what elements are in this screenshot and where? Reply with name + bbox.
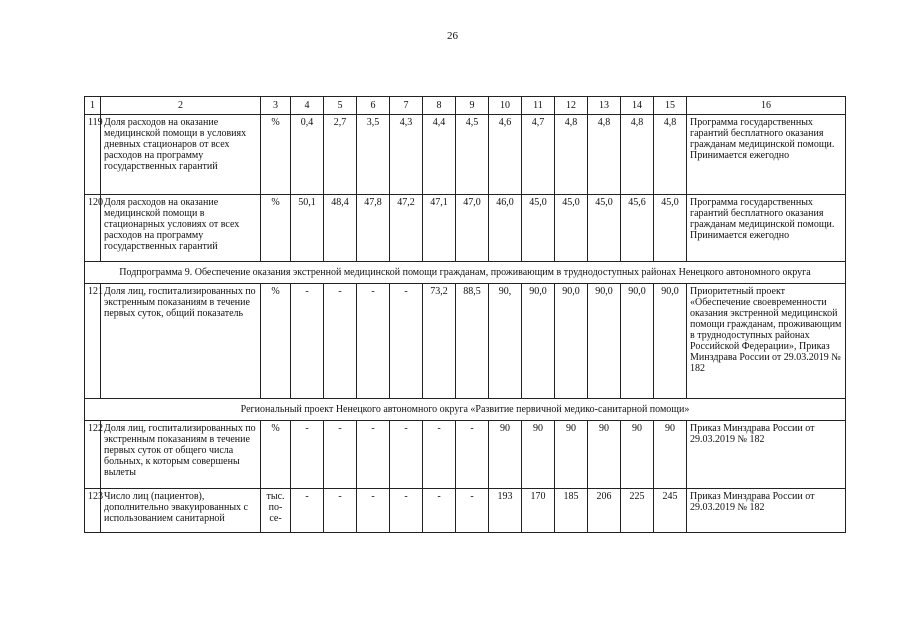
value-cell: 3,5 <box>357 115 390 195</box>
value-cell: 4,4 <box>423 115 456 195</box>
column-header: 10 <box>489 97 522 115</box>
value-cell: 0,4 <box>291 115 324 195</box>
column-header: 12 <box>555 97 588 115</box>
column-header: 4 <box>291 97 324 115</box>
row-number: 121 <box>85 284 101 399</box>
value-cell: 88,5 <box>456 284 489 399</box>
unit-cell: % <box>261 421 291 489</box>
indicator-name: Доля лиц, госпитализированных по экстренным показаниям в течение первых суток, общий показатель <box>101 284 261 399</box>
value-cell: - <box>291 421 324 489</box>
value-cell: 47,2 <box>390 195 423 262</box>
value-cell: 90,0 <box>555 284 588 399</box>
section-row <box>85 262 846 284</box>
value-cell: 90 <box>489 421 522 489</box>
column-header: 16 <box>687 97 846 115</box>
column-header: 8 <box>423 97 456 115</box>
row-number: 122 <box>85 421 101 489</box>
value-cell: 90,0 <box>654 284 687 399</box>
value-cell: 45,0 <box>654 195 687 262</box>
row-number: 123 <box>85 489 101 533</box>
value-cell: 90,0 <box>588 284 621 399</box>
value-cell: 90 <box>522 421 555 489</box>
value-cell: 90 <box>621 421 654 489</box>
value-cell: - <box>324 489 357 533</box>
source-note: Приоритетный проект «Обеспечение своевременности оказания экстренной медицинской помощи гражданам, проживающим в труднодоступных районах Российской Федерации», Приказ Минздрава России от 29.03.2019 № 182 <box>687 284 846 399</box>
section-title: Подпрограмма 9. Обеспечение оказания экстренной медицинской помощи гражданам, проживающим в труднодоступных районах Ненецкого автономного округа <box>85 262 846 284</box>
value-cell: - <box>423 489 456 533</box>
value-cell: 4,8 <box>588 115 621 195</box>
value-cell: 45,6 <box>621 195 654 262</box>
value-cell: 4,5 <box>456 115 489 195</box>
indicators-table <box>84 96 846 533</box>
value-cell: - <box>357 421 390 489</box>
table-row <box>85 115 846 195</box>
value-cell: 4,3 <box>390 115 423 195</box>
section-row <box>85 399 846 421</box>
table-row <box>85 489 846 533</box>
indicator-name: Доля расходов на оказание медицинской помощи в стационарных условиях от всех расходов на программу государственных гарантий <box>101 195 261 262</box>
value-cell: - <box>291 284 324 399</box>
value-cell: 90 <box>555 421 588 489</box>
value-cell: 4,8 <box>654 115 687 195</box>
source-note: Приказ Минздрава России от 29.03.2019 № 182 <box>687 489 846 533</box>
value-cell: 206 <box>588 489 621 533</box>
value-cell: - <box>357 284 390 399</box>
value-cell: 50,1 <box>291 195 324 262</box>
value-cell: 47,0 <box>456 195 489 262</box>
value-cell: 48,4 <box>324 195 357 262</box>
value-cell: 73,2 <box>423 284 456 399</box>
table-row <box>85 421 846 489</box>
value-cell: - <box>324 284 357 399</box>
value-cell: - <box>324 421 357 489</box>
column-header: 7 <box>390 97 423 115</box>
column-header: 9 <box>456 97 489 115</box>
value-cell: 4,8 <box>621 115 654 195</box>
value-cell: - <box>390 284 423 399</box>
table-row <box>85 284 846 399</box>
column-header: 13 <box>588 97 621 115</box>
value-cell: 90 <box>588 421 621 489</box>
unit-cell: % <box>261 284 291 399</box>
column-header: 6 <box>357 97 390 115</box>
value-cell: 90, <box>489 284 522 399</box>
value-cell: 4,6 <box>489 115 522 195</box>
value-cell: 170 <box>522 489 555 533</box>
value-cell: 45,0 <box>555 195 588 262</box>
indicator-name: Доля расходов на оказание медицинской помощи в условиях дневных стационаров от всех расходов на программу государственных гарантий <box>101 115 261 195</box>
value-cell: - <box>390 421 423 489</box>
column-header: 3 <box>261 97 291 115</box>
column-header: 14 <box>621 97 654 115</box>
indicator-name: Число лиц (пациентов), дополнительно эвакуированных с использованием санитарной <box>101 489 261 533</box>
source-note: Программа государственных гарантий бесплатного оказания гражданам медицинской помощи. Принимается ежегодно <box>687 195 846 262</box>
column-header: 2 <box>101 97 261 115</box>
value-cell: - <box>390 489 423 533</box>
value-cell: 4,7 <box>522 115 555 195</box>
source-note: Приказ Минздрава России от 29.03.2019 № 182 <box>687 421 846 489</box>
value-cell: - <box>423 421 456 489</box>
section-title: Региональный проект Ненецкого автономного округа «Развитие первичной медико-санитарной помощи» <box>85 399 846 421</box>
value-cell: 90,0 <box>621 284 654 399</box>
value-cell: 193 <box>489 489 522 533</box>
value-cell: - <box>456 421 489 489</box>
value-cell: 185 <box>555 489 588 533</box>
value-cell: 4,8 <box>555 115 588 195</box>
page-number: 26 <box>447 30 458 42</box>
value-cell: 45,0 <box>588 195 621 262</box>
value-cell: 47,1 <box>423 195 456 262</box>
table-row <box>85 195 846 262</box>
row-number: 120 <box>85 195 101 262</box>
column-header: 5 <box>324 97 357 115</box>
value-cell: 90,0 <box>522 284 555 399</box>
column-header: 11 <box>522 97 555 115</box>
value-cell: - <box>291 489 324 533</box>
unit-cell: % <box>261 195 291 262</box>
indicator-name: Доля лиц, госпитализированных по экстренным показаниям в течение первых суток от общего числа больных, к которым совершены вылеты <box>101 421 261 489</box>
value-cell: - <box>456 489 489 533</box>
value-cell: - <box>357 489 390 533</box>
value-cell: 47,8 <box>357 195 390 262</box>
value-cell: 90 <box>654 421 687 489</box>
unit-cell: тыс. по- се- <box>261 489 291 533</box>
value-cell: 46,0 <box>489 195 522 262</box>
table-header-row <box>85 97 846 115</box>
source-note: Программа государственных гарантий бесплатного оказания гражданам медицинской помощи. Принимается ежегодно <box>687 115 846 195</box>
value-cell: 245 <box>654 489 687 533</box>
value-cell: 2,7 <box>324 115 357 195</box>
unit-cell: % <box>261 115 291 195</box>
column-header: 1 <box>85 97 101 115</box>
row-number: 119 <box>85 115 101 195</box>
value-cell: 225 <box>621 489 654 533</box>
column-header: 15 <box>654 97 687 115</box>
value-cell: 45,0 <box>522 195 555 262</box>
